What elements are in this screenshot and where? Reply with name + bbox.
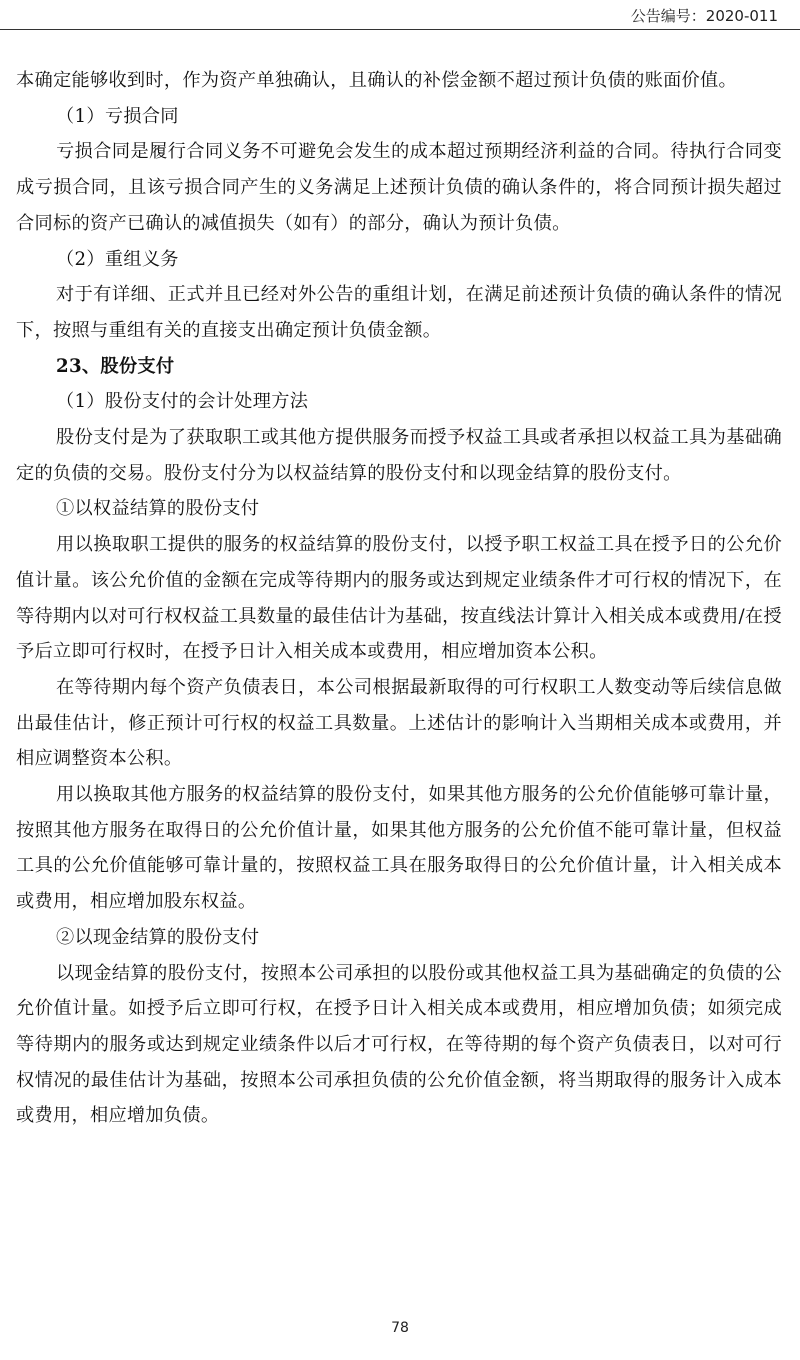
paragraph-cash-settled: 以现金结算的股份支付，按照本公司承担的以股份或其他权益工具为基础确定的负债的公允价值计量。如授予后立即可行权，在授予日计入相关成本或费用，相应增加负债；如须完成等待期内的服务或达到规定业绩条件以后才可行权，在等待期的每个资产负债表日，以对可行权情况的最佳估计为基础，按照本公司承担负债的公允价值金额，将当期取得的服务计入成本或费用，相应增加负债。	[16, 962, 782, 1127]
paragraph-restructuring: 对于有详细、正式并且已经对外公告的重组计划，在满足前述预计负债的确认条件的情况下，按照与重组有关的直接支出确定预计负债金额。	[16, 284, 782, 341]
heading-accounting-method: （1）股份支付的会计处理方法	[56, 391, 309, 413]
paragraph-equity-settled-employees: 用以换取职工提供的服务的权益结算的股份支付，以授予职工权益工具在授予日的公允价值计量。该公允价值的金额在完成等待期内的服务或达到规定业绩条件才可行权的情况下，在等待期内以对可行权权益工具数量的最佳估计为基础，按直线法计算计入相关成本或费用/在授予后立即可行权时，在授予日计入相关成本或费用，相应增加资本公积。	[16, 534, 782, 663]
heading-loss-contract: （1）亏损合同	[56, 105, 179, 127]
heading-restructuring: （2）重组义务	[56, 248, 179, 270]
page-number: 78	[391, 1320, 409, 1336]
paragraph-compensation-continued: 本确定能够收到时，作为资产单独确认，且确认的补偿金额不超过预计负债的账面价值。	[16, 70, 738, 91]
header-divider	[0, 29, 800, 30]
heading-cash-settled: ②以现金结算的股份支付	[56, 926, 260, 948]
paragraph-share-payment-definition: 股份支付是为了获取职工或其他方提供服务而授予权益工具或者承担以权益工具为基础确定的负债的交易。股份支付分为以权益结算的股份支付和以现金结算的股份支付。	[16, 427, 782, 484]
paragraph-loss-contract: 亏损合同是履行合同义务不可避免会发生的成本超过预期经济利益的合同。待执行合同变成亏损合同，且该亏损合同产生的义务满足上述预计负债的确认条件的，将合同预计损失超过合同标的资产已确认的减值损失（如有）的部分，确认为预计负债。	[16, 141, 782, 234]
heading-equity-settled: ①以权益结算的股份支付	[56, 498, 260, 520]
paragraph-equity-settled-other-parties: 用以换取其他方服务的权益结算的股份支付，如果其他方服务的公允价值能够可靠计量，按照其他方服务在取得日的公允价值计量，如果其他方服务的公允价值不能可靠计量，但权益工具的公允价值能够可靠计量的，按照权益工具在服务取得日的公允价值计量，计入相关成本或费用，相应增加股东权益。	[16, 784, 782, 913]
notice-number: 公告编号：2020-011	[630, 7, 778, 25]
document-body	[16, 63, 782, 1134]
page-header	[0, 0, 800, 30]
section-heading-share-payment: 23、股份支付	[56, 355, 175, 377]
paragraph-vesting-estimate: 在等待期内每个资产负债表日，本公司根据最新取得的可行权职工人数变动等后续信息做出最佳估计，修正预计可行权的权益工具数量。上述估计的影响计入当期相关成本或费用，并相应调整资本公积。	[16, 676, 782, 770]
